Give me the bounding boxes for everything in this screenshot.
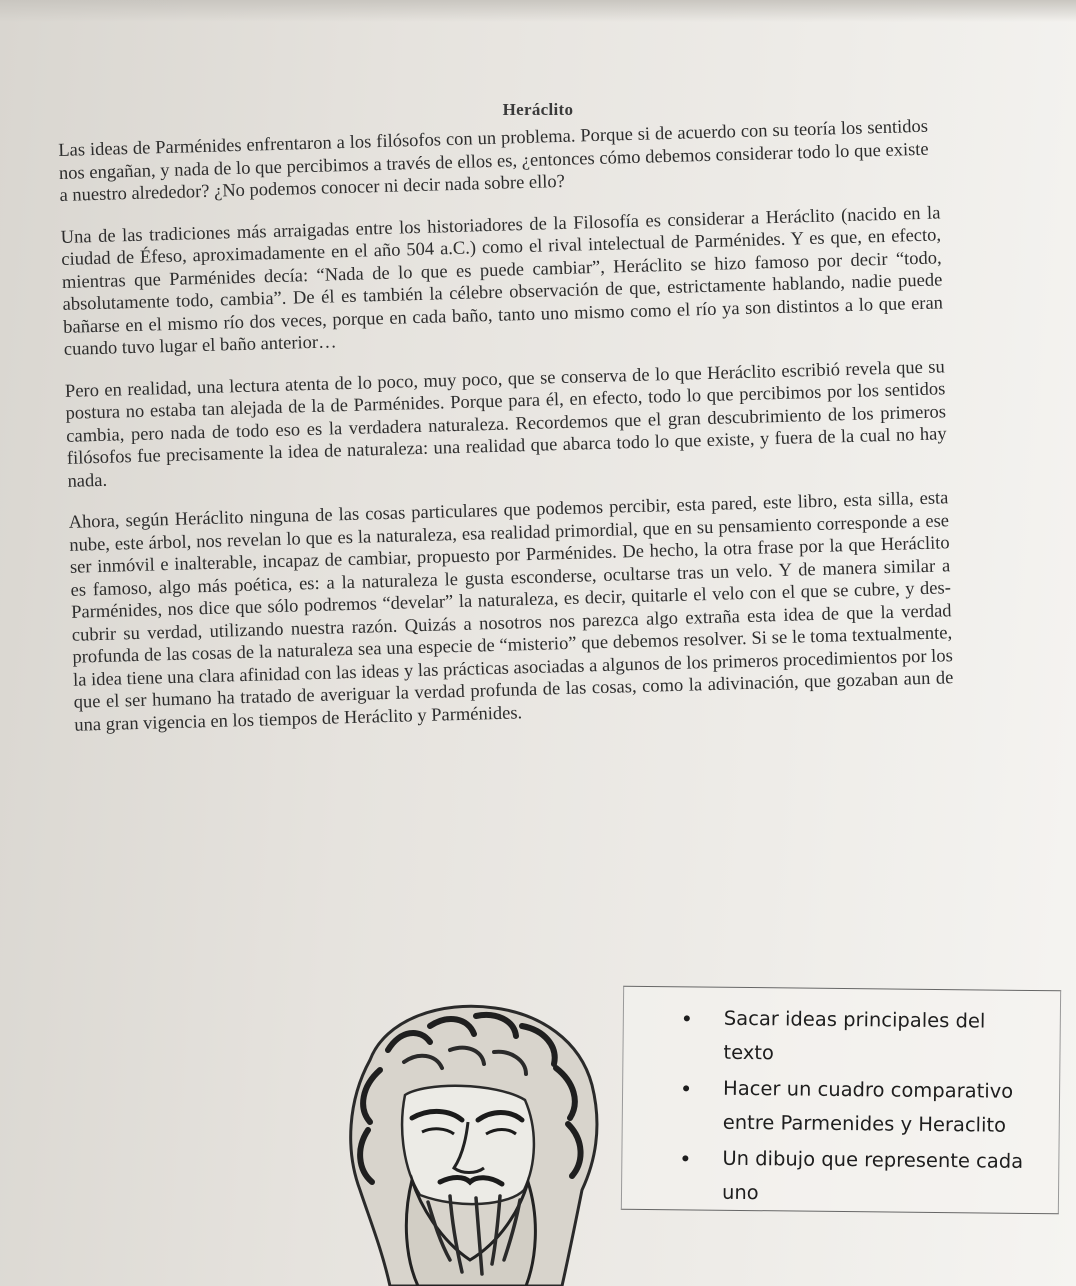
- paragraph-1: Las ideas de Parménides enfrentaron a los filósofos con un problema. Porque si de acuerdo con su teoría los sentidos nos engañan, y nada de lo que percibimos a través de ellos es, ¿entonces cómo debemos considerar todo lo que existe a nuestro alrededor? ¿No podemos conocer ni decir nada sobre ello?: [58, 116, 929, 206]
- heraclitus-portrait: [300, 990, 630, 1286]
- task-item-text: Un dibujo que represente cada uno: [721, 1146, 1024, 1205]
- document-title: Heráclito: [502, 100, 574, 119]
- task-item: [622, 1141, 1059, 1214]
- paragraph-4: Ahora, según Heráclito ninguna de las cosas particulares que podemos percibir, esta pared, este libro, esta silla, esta nube, este árbol, nos revelan lo que es la naturaleza, esa realidad primordial, que en su pensamiento corresponde a ese ser inmóvil e inalterable, incapaz de cambiar, propuesto por Parménides. De hecho, la otra frase por la que Heráclito es famoso, algo más poética, es: a la naturaleza le gusta esconderse, ocultarse tras un velo. Y de manera similar a Parménides, nos dice que sólo podremos “develar” la naturaleza, es decir, quitarle el velo con el que se cubre, y des-cubrir su verdad, utilizando nuestra razón. Quizás a nosotros nos parezca algo extraña esta idea de que la verdad profunda de las cosas de la naturaleza sea una especie de “misterio” que debemos resolver. Si se le toma textualmente, la idea tiene una clara afinidad con las ideas y las prácticas asociadas a algunos de los primeros procedimientos por los que el ser humano ha tratado de averiguar la verdad profunda de las cosas, como la adivinación, que gozaban aun de una gran vigencia en los tiempos de Heráclito y Parménides.: [68, 488, 954, 736]
- task-list: [622, 987, 1060, 1214]
- task-item-text: Hacer un cuadro comparativo entre Parmenides y Heraclito: [722, 1076, 1014, 1137]
- paragraph-2: Una de las tradiciones más arraigadas entre los historiadores de la Filosofía es considerar a Heráclito (nacido en la ciudad de Éfeso, aproximadamente en el año 504 a.C.) como el rival intelectual de Parménides. Y es que, en efecto, mientras que Parménides decía: “Nada de lo que es puede cambiar”, Heráclito se hizo famoso por decir “todo, absolutamente todo, cambia”. De él es también la célebre observación de que, estrictamente hablando, nadie puede bañarse en el mismo río dos veces, porque en cada baño, tanto uno mismo como el río ya son distintos a lo que eran cuando tuvo lugar el baño anterior…: [60, 202, 944, 360]
- task-box: [621, 986, 1061, 1215]
- task-item: [623, 1001, 1060, 1074]
- bullet-icon: [682, 1155, 688, 1161]
- bullet-icon: [684, 1015, 690, 1021]
- task-item-text: Sacar ideas principales del texto: [723, 1006, 986, 1065]
- task-item: [623, 1071, 1060, 1144]
- paper-top-edge: [0, 0, 1076, 22]
- bullet-icon: [683, 1085, 689, 1091]
- document-body: [58, 115, 955, 755]
- paragraph-3: Pero en realidad, una lectura atenta de lo poco, muy poco, que se conserva de lo que Heráclito escribió revela que su postura no estaba tan alejada de la de Parménides. Porque para él, en efecto, todo lo que percibimos por los sentidos cambia, pero nada de todo eso es la verdadera naturaleza. Recordemos que el gran descubrimiento de los primeros filósofos fue precisamente la idea de naturaleza: una realidad que abarca todo lo que existe, y fuera de la cual no hay nada.: [64, 356, 947, 492]
